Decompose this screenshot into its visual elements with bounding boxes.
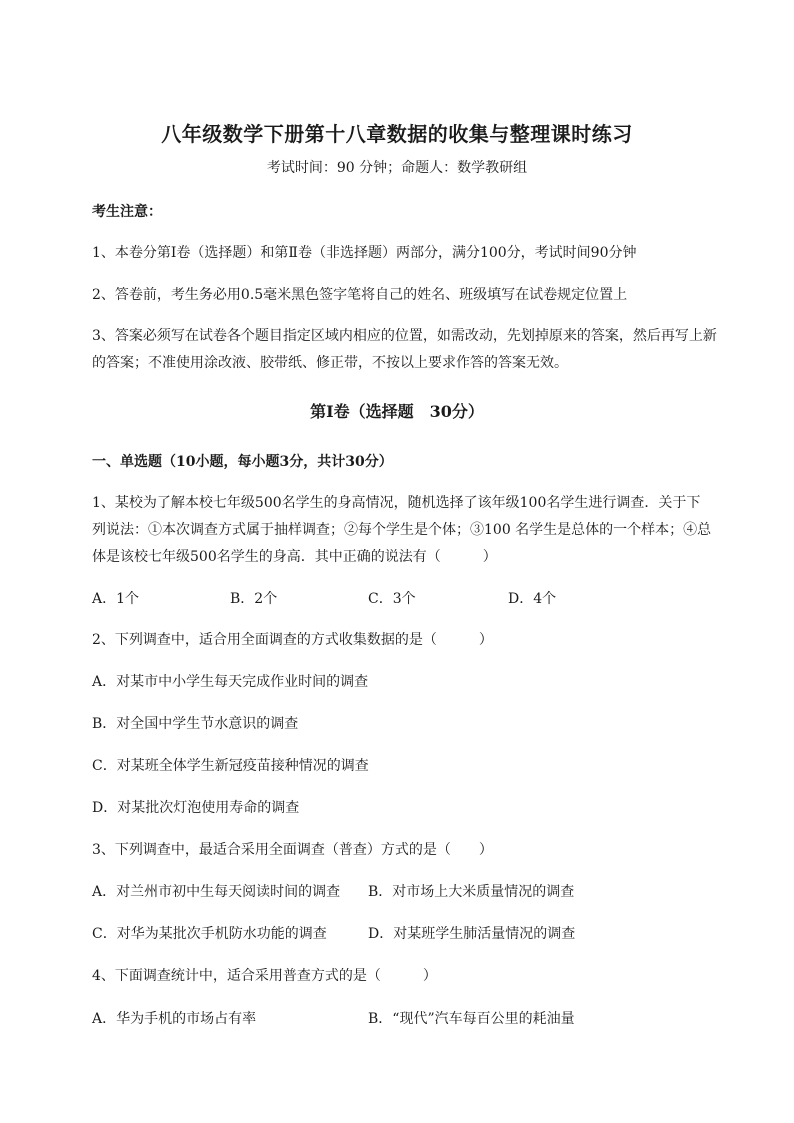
question-3-option-c: C．对华为某批次手机防水功能的调查 (92, 926, 327, 942)
question-2-option-d: D．对某批次灯泡使用寿命的调查 (92, 800, 300, 816)
question-3-option-a: A．对兰州市初中生每天阅读时间的调查 (92, 884, 341, 900)
question-1-line-1: 1、某校为了解本校七年级500名学生的身高情况，随机选择了该年级100名学生进行调查．关于下 (92, 495, 701, 511)
notice-item-3-cont: 的答案；不准使用涂改液、胶带纸、修正带，不按以上要求作答的答案无效。 (92, 355, 568, 371)
exam-info: 考试时间：90 分钟；命题人：数学教研组 (266, 160, 528, 176)
part-heading: 一、单选题（10小题，每小题3分，共计30分） (92, 454, 393, 470)
notice-item-1: 1、本卷分第Ⅰ卷（选择题）和第Ⅱ卷（非选择题）两部分，满分100分，考试时间90分钟 (92, 245, 637, 261)
question-1-option-b: B．2个 (230, 591, 278, 607)
notice-heading: 考生注意： (92, 204, 162, 220)
notice-item-3: 3、答案必须写在试卷各个题目指定区域内相应的位置，如需改动，先划掉原来的答案，然后再写上新 (92, 328, 717, 344)
question-2-option-a: A．对某市中小学生每天完成作业时间的调查 (92, 674, 369, 690)
question-4-option-b: B．“现代”汽车每百公里的耗油量 (368, 1011, 575, 1027)
section-title: 第Ⅰ卷（选择题 30分） (310, 402, 484, 421)
question-1-line-2: 列说法：①本次调查方式属于抽样调查；②每个学生是个体；③100 名学生是总体的一个样本；④总 (92, 522, 712, 538)
question-1-option-d: D．4个 (508, 591, 557, 607)
question-3-stem: 3、下列调查中，最适合采用全面调查（普查）方式的是（ ） (92, 842, 493, 858)
question-4-stem: 4、下面调查统计中，适合采用普查方式的是（ ） (92, 968, 437, 984)
question-1-line-3: 体是该校七年级500名学生的身高．其中正确的说法有（ ） (92, 549, 497, 565)
question-3-option-b: B．对市场上大米质量情况的调查 (368, 884, 575, 900)
question-1-option-a: A．1个 (92, 591, 140, 607)
question-2-option-c: C．对某班全体学生新冠疫苗接种情况的调查 (92, 758, 369, 774)
question-3-option-d: D．对某班学生肺活量情况的调查 (368, 926, 576, 942)
question-2-stem: 2、下列调查中，适合用全面调查的方式收集数据的是（ ） (92, 632, 493, 648)
notice-item-2: 2、答卷前，考生务必用0.5毫米黑色签字笔将自己的姓名、班级填写在试卷规定位置上 (92, 287, 628, 303)
question-2-option-b: B．对全国中学生节水意识的调查 (92, 716, 299, 732)
question-4-option-a: A．华为手机的市场占有率 (92, 1011, 257, 1027)
page-title: 八年级数学下册第十八章数据的收集与整理课时练习 (161, 122, 633, 146)
question-1-option-c: C．3个 (368, 591, 416, 607)
